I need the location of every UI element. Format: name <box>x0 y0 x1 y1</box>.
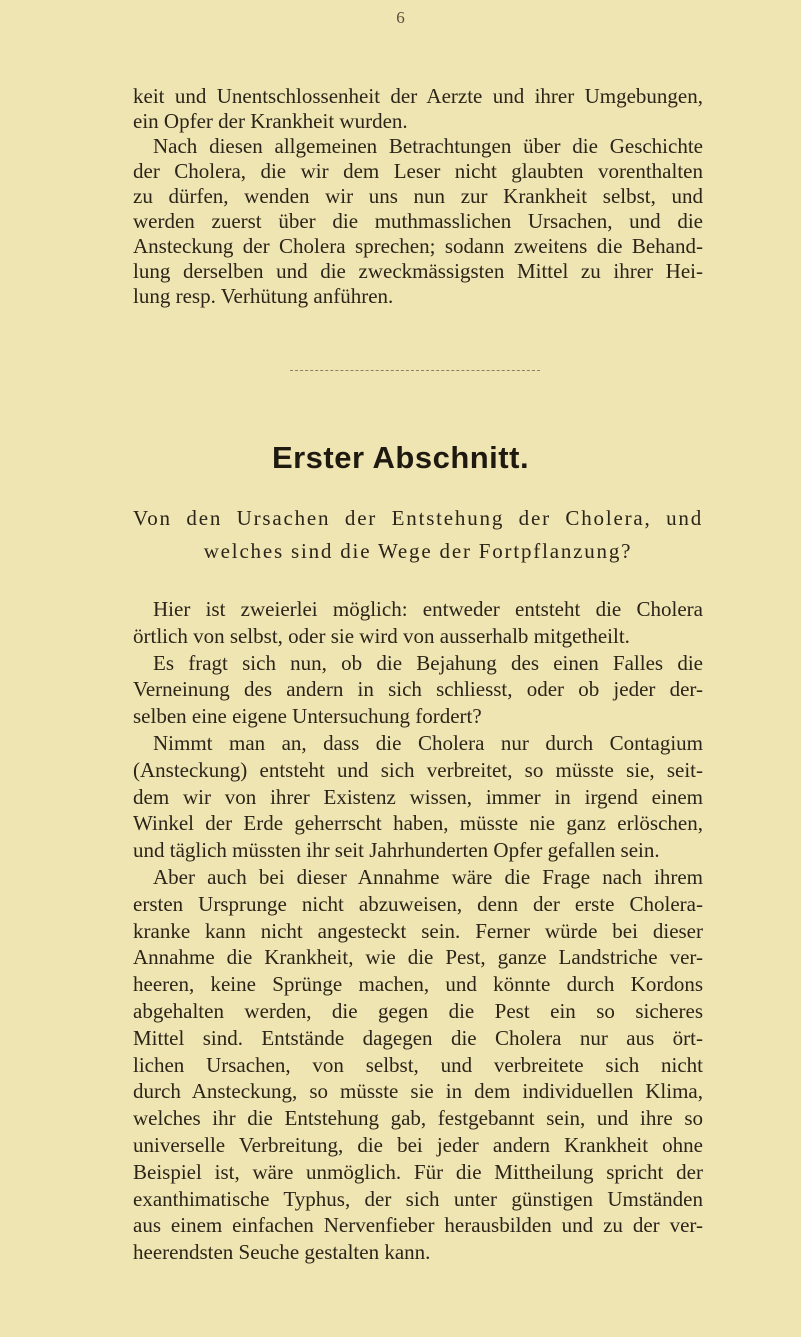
text-line: aus einem einfachen Nervenfieber herausbilden und zu der ver- <box>133 1213 703 1238</box>
subtitle-line: Von den Ursachen der Entstehung der Cholera, und <box>133 506 703 530</box>
intro-paragraphs <box>133 84 703 309</box>
text-line: Nach diesen allgemeinen Betrachtungen über die Geschichte <box>153 134 703 158</box>
subtitle-line: welches sind die Wege der Fortpflanzung? <box>203 539 633 563</box>
section-heading: Erster Abschnitt. <box>271 440 530 475</box>
text-line: ein Opfer der Krankheit wurden. <box>133 109 408 133</box>
text-line: Aber auch bei dieser Annahme wäre die Frage nach ihrem <box>153 864 703 889</box>
section-subtitle <box>133 502 703 568</box>
text-line: keit und Unentschlossenheit der Aerzte und ihrer Umgebungen, <box>133 84 703 108</box>
text-line: lung resp. Verhütung anführen. <box>133 284 394 308</box>
page-number: 6 <box>396 8 405 27</box>
text-line: abgehalten werden, die gegen die Pest ein so sicheres <box>133 998 703 1023</box>
text-line: der Cholera, die wir dem Leser nicht glaubten vorenthalten <box>133 159 703 183</box>
text-line: durch Ansteckung, so müsste sie in dem individuellen Klima, <box>133 1079 703 1104</box>
text-line: Mittel sind. Entstände dagegen die Cholera nur aus ört- <box>133 1025 703 1050</box>
text-line: ersten Ursprunge nicht abzuweisen, denn der erste Cholera- <box>133 891 703 916</box>
text-line: Beispiel ist, wäre unmöglich. Für die Mittheilung spricht der <box>133 1159 703 1184</box>
text-line: heeren, keine Sprünge machen, und könnte durch Kordons <box>133 972 703 997</box>
text-line: und täglich müssten ihr seit Jahrhunderten Opfer gefallen sein. <box>133 838 660 863</box>
text-line: (Ansteckung) entsteht und sich verbreitet, so müsste sie, seit- <box>133 757 703 782</box>
text-line: universelle Verbreitung, die bei jeder andern Krankheit ohne <box>133 1132 703 1157</box>
text-line: Ansteckung der Cholera sprechen; sodann zweitens die Behand- <box>133 234 703 258</box>
text-line: werden zuerst über die muthmasslichen Ursachen, und die <box>133 209 703 233</box>
text-line: welches ihr die Entstehung gab, festgebannt sein, und ihre so <box>133 1106 703 1131</box>
section-divider <box>290 370 540 371</box>
text-line: heerendsten Seuche gestalten kann. <box>133 1240 431 1265</box>
text-line: lung derselben und die zweckmässigsten Mittel zu ihrer Hei- <box>133 259 703 283</box>
text-line: Hier ist zweierlei möglich: entweder entsteht die Cholera <box>153 597 703 621</box>
text-line: lichen Ursachen, von selbst, und verbreitete sich nicht <box>133 1052 703 1077</box>
text-line: selben eine eigene Untersuchung fordert? <box>133 704 482 729</box>
text-line: zu dürfen, wenden wir uns nun zur Krankheit selbst, und <box>133 184 703 208</box>
text-line: örtlich von selbst, oder sie wird von ausserhalb mitgetheilt. <box>133 623 630 648</box>
text-line: Verneinung des andern in sich schliesst, oder ob jeder der- <box>133 677 703 702</box>
text-line: kranke kann nicht angesteckt sein. Ferner würde bei dieser <box>133 918 703 943</box>
text-line: dem wir von ihrer Existenz wissen, immer in irgend einem <box>133 784 703 809</box>
text-line: exanthimatische Typhus, der sich unter günstigen Umständen <box>133 1186 703 1211</box>
text-line: Nimmt man an, dass die Cholera nur durch Contagium <box>153 730 703 755</box>
body-paragraphs <box>133 596 703 1266</box>
text-line: Es fragt sich nun, ob die Bejahung des einen Falles die <box>153 650 703 675</box>
text-line: Winkel der Erde geherrscht haben, müsste nie ganz erlöschen, <box>133 811 703 836</box>
text-line: Annahme die Krankheit, wie die Pest, ganze Landstriche ver- <box>133 945 703 970</box>
